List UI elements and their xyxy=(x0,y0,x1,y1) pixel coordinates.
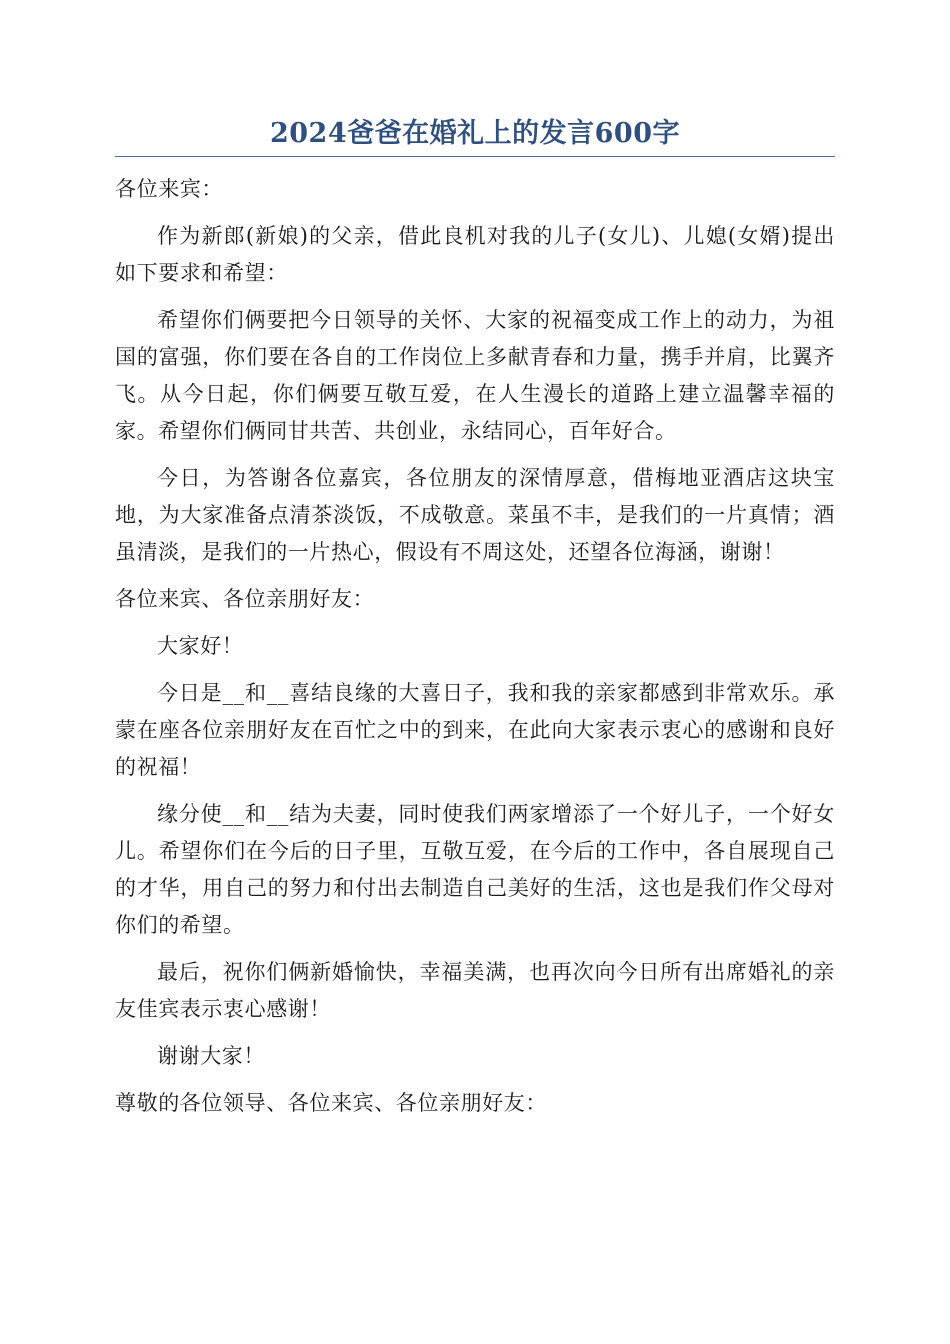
paragraph-3: 希望你们俩要把今日领导的关怀、大家的祝福变成工作上的动力，为祖国的富强，你们要在各自的工作岗位上多献青春和力量，携手并肩，比翼齐飞。从今日起，你们俩要互敬互爱，在人生漫长的道路上建立温馨幸福的家。希望你们俩同甘共苦、共创业，永结同心，百年好合。 xyxy=(115,308,835,443)
paragraph-6: 大家好！ xyxy=(157,634,244,658)
document-title: 2024爸爸在婚礼上的发言600字 xyxy=(115,112,835,157)
paragraph-9: 最后，祝你们俩新婚愉快，幸福美满，也再次向今日所有出席婚礼的亲友佳宾表示衷心感谢！ xyxy=(115,960,835,1021)
paragraph-2: 作为新郎(新娘)的父亲，借此良机对我的儿子(女儿)、儿媳(女婿)提出如下要求和希望： xyxy=(115,224,835,285)
paragraph-7: 今日是__和__喜结良缘的大喜日子，我和我的亲家都感到非常欢乐。承蒙在座各位亲朋好友在百忙之中的到来，在此向大家表示衷心的感谢和良好的祝福！ xyxy=(115,681,835,779)
paragraph-4: 今日，为答谢各位嘉宾，各位朋友的深情厚意，借梅地亚酒店这块宝地，为大家准备点清茶淡饭，不成敬意。菜虽不丰，是我们的一片真情；酒虽清淡，是我们的一片热心，假设有不周这处，还望各位海涵，谢谢！ xyxy=(115,466,835,564)
paragraph-8: 缘分使__和__结为夫妻，同时使我们两家增添了一个好儿子，一个好女儿。希望你们在今后的日子里，互敬互爱，在今后的工作中，各自展现自己的才华，用自己的努力和付出去制造自己美好的生活，这也是我们作父母对你们的希望。 xyxy=(115,802,835,937)
document-page xyxy=(115,112,835,1132)
paragraph-11: 尊敬的各位领导、各位来宾、各位亲朋好友： xyxy=(115,1091,547,1115)
paragraph-5: 各位来宾、各位亲朋好友： xyxy=(115,587,375,611)
document-body xyxy=(115,171,835,1122)
paragraph-10: 谢谢大家！ xyxy=(157,1044,265,1068)
paragraph-1: 各位来宾： xyxy=(115,177,223,201)
